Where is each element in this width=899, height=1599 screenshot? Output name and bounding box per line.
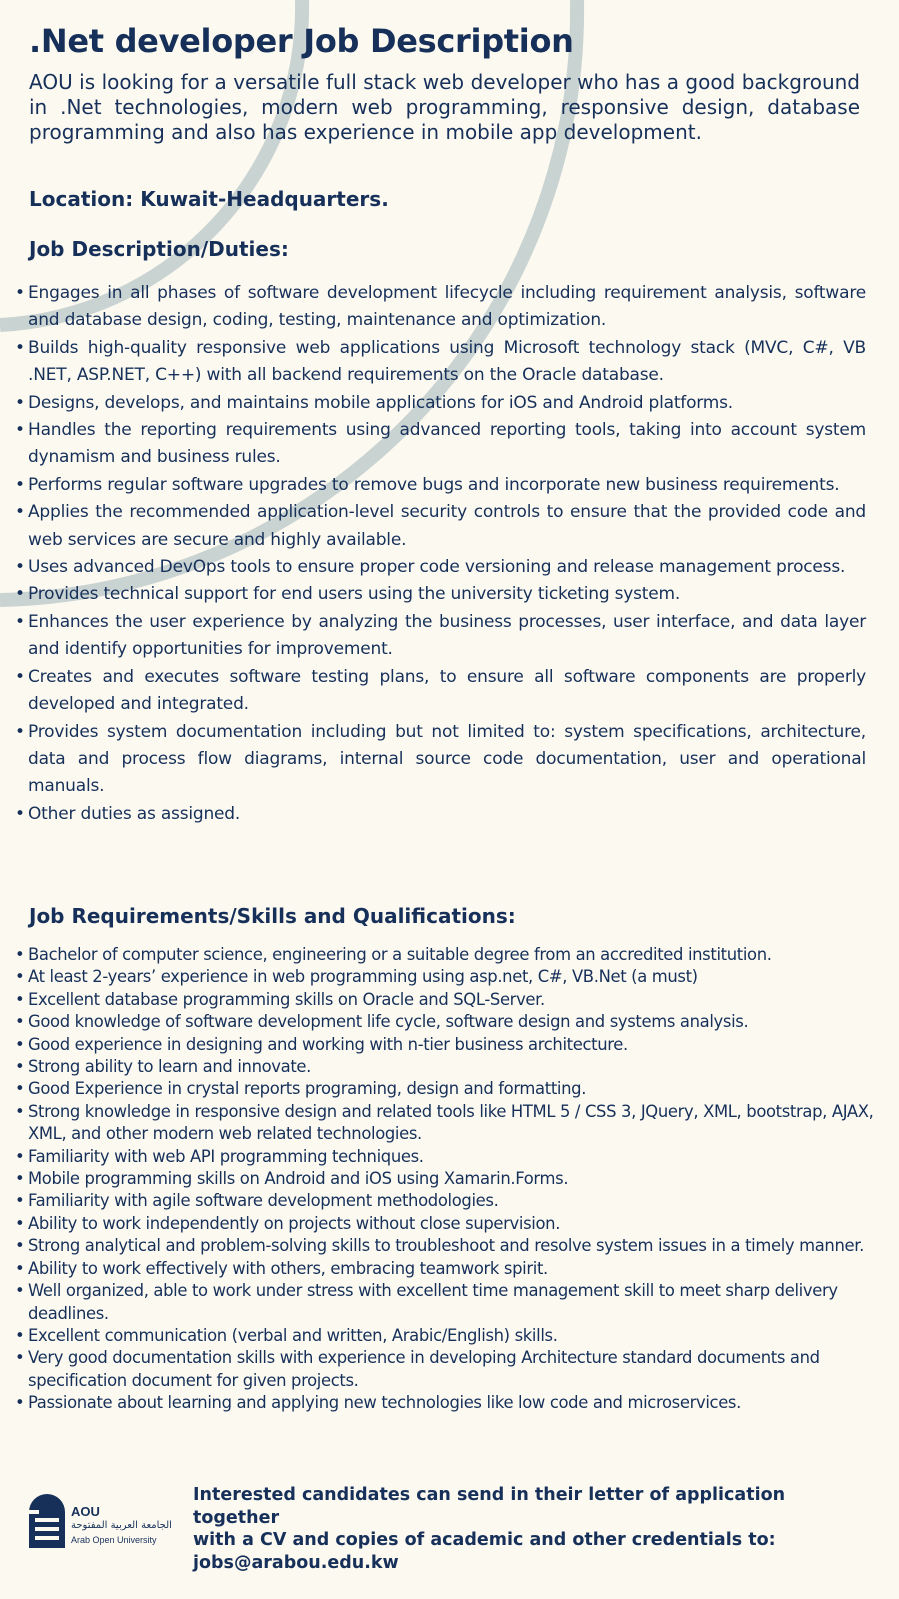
bullet-icon: •: [15, 721, 25, 742]
bullet-icon: •: [15, 420, 25, 441]
bullet-icon: •: [15, 1146, 25, 1166]
location-line: Location: Kuwait-Headquarters.: [29, 187, 389, 211]
logo-english-name: Arab Open University: [71, 1535, 157, 1545]
requirement-item: • Mobile programming skills on Android and iOS using Xamarin.Forms.: [14, 1168, 876, 1190]
requirements-heading: Job Requirements/Skills and Qualifications:: [29, 904, 516, 928]
bullet-icon: •: [15, 803, 25, 824]
bullet-icon: •: [15, 1258, 25, 1278]
duty-item: • Handles the reporting requirements using advanced reporting tools, taking into account system dynamism and business rules.: [14, 417, 866, 472]
aou-logo-icon: [27, 1490, 67, 1550]
logo-abbreviation: AOU: [71, 1504, 100, 1519]
bullet-icon: •: [15, 584, 25, 605]
duty-item: • Applies the recommended application-level security controls to ensure that the provided code and web services are secure and highly available.: [14, 499, 866, 554]
bullet-icon: •: [15, 1325, 25, 1345]
bullet-icon: •: [15, 283, 25, 303]
requirement-item: • At least 2-years’ experience in web programming using asp.net, C#, VB.Net (a must): [14, 966, 876, 988]
bullet-icon: •: [15, 1101, 25, 1121]
bullet-icon: •: [15, 1034, 25, 1054]
page-title: .Net developer Job Description: [29, 22, 574, 60]
contact-email[interactable]: jobs@arabou.edu.kw: [193, 1552, 399, 1573]
bullet-icon: •: [15, 1012, 25, 1032]
application-instructions: [193, 1484, 873, 1574]
duty-item: • Designs, develops, and maintains mobile applications for iOS and Android platforms.: [14, 390, 866, 417]
bullet-icon: •: [15, 666, 25, 687]
requirement-item: • Good experience in designing and working with n-tier business architecture.: [14, 1034, 876, 1056]
bullet-icon: •: [15, 1213, 25, 1233]
bullet-icon: •: [15, 502, 25, 523]
duty-item: • Provides technical support for end users using the university ticketing system.: [14, 581, 866, 608]
requirement-item: • Good knowledge of software development life cycle, software design and systems analysis.: [14, 1011, 876, 1033]
requirement-item: • Excellent database programming skills on Oracle and SQL-Server.: [14, 989, 876, 1011]
requirement-item: • Familiarity with web API programming techniques.: [14, 1146, 876, 1168]
duty-item: • Uses advanced DevOps tools to ensure proper code versioning and release management process.: [14, 554, 866, 581]
bullet-icon: •: [15, 1169, 25, 1189]
requirement-item: • Very good documentation skills with experience in developing Architecture standard documents and specification document for given projects.: [15, 1348, 820, 1390]
logo-arabic-name: الجامعة العربية المفتوحة: [71, 1520, 172, 1531]
bullet-icon: •: [15, 392, 25, 413]
requirements-list: [14, 944, 876, 1415]
bullet-icon: •: [15, 1057, 25, 1077]
duties-list: [14, 280, 866, 828]
duty-item: • Engages in all phases of software development lifecycle including requirement analysis, software and database design, coding, testing, maintenance and optimization.: [14, 280, 866, 335]
requirement-item: • Familiarity with agile software development methodologies.: [14, 1190, 876, 1212]
bullet-icon: •: [15, 337, 25, 358]
bullet-icon: •: [15, 557, 25, 578]
duty-item: • Other duties as assigned.: [14, 801, 866, 828]
bullet-icon: •: [15, 611, 25, 632]
bullet-icon: •: [15, 1236, 25, 1256]
requirement-item: • Strong ability to learn and innovate.: [14, 1056, 876, 1078]
requirement-item: • Passionate about learning and applying new technologies like low code and microservices.: [14, 1392, 876, 1414]
duty-item: • Provides system documentation including but not limited to: system specifications, architecture, data and process flow diagrams, internal source code documentation, user and operational manuals.: [14, 719, 866, 801]
footer-line-2: with a CV and copies of academic and other credentials to:: [193, 1530, 776, 1550]
duty-item: • Performs regular software upgrades to remove bugs and incorporate new business requirements.: [14, 472, 866, 499]
bullet-icon: •: [15, 1281, 25, 1301]
requirement-item: • Strong analytical and problem-solving skills to troubleshoot and resolve system issues in a timely manner.: [14, 1235, 876, 1257]
requirement-item: • Well organized, able to work under stress with excellent time management skill to meet sharp delivery deadlines.: [15, 1281, 838, 1323]
bullet-icon: •: [15, 967, 25, 987]
duty-item: • Creates and executes software testing plans, to ensure all software components are properly developed and integrated.: [14, 664, 866, 719]
duty-item: • Enhances the user experience by analyzing the business processes, user interface, and data layer and identify opportunities for improvement.: [14, 609, 866, 664]
bullet-icon: •: [15, 1348, 25, 1368]
bullet-icon: •: [15, 989, 25, 1009]
duties-heading: Job Description/Duties:: [29, 237, 289, 261]
requirement-item: • Good Experience in crystal reports programing, design and formatting.: [14, 1078, 876, 1100]
requirement-item: • Bachelor of computer science, engineering or a suitable degree from an accredited institution.: [14, 944, 876, 966]
bullet-icon: •: [15, 474, 25, 495]
bullet-icon: •: [15, 1393, 25, 1413]
aou-logo: [27, 1490, 197, 1560]
requirement-item: • Strong knowledge in responsive design and related tools like HTML 5 / CSS 3, JQuery, XML, bootstrap, AJAX, XML, and other modern web related technologies.: [15, 1101, 874, 1144]
requirement-item: • Excellent communication (verbal and written, Arabic/English) skills.: [14, 1325, 876, 1347]
bullet-icon: •: [15, 1191, 25, 1211]
bullet-icon: •: [15, 945, 25, 964]
bullet-icon: •: [15, 1079, 25, 1099]
requirement-item: • Ability to work effectively with others, embracing teamwork spirit.: [14, 1258, 876, 1280]
requirement-item: • Ability to work independently on projects without close supervision.: [14, 1213, 876, 1235]
footer-line-1: Interested candidates can send in their letter of application together: [193, 1485, 786, 1528]
duty-item: • Builds high-quality responsive web applications using Microsoft technology stack (MVC, C#, VB .NET, ASP.NET, C++) with all backend requirements on the Oracle database.: [14, 335, 866, 390]
intro-paragraph: AOU is looking for a versatile full stack web developer who has a good background in .Net technologies, modern web programming, responsive design, database programming and also has experience in mobile app development.: [29, 70, 860, 144]
